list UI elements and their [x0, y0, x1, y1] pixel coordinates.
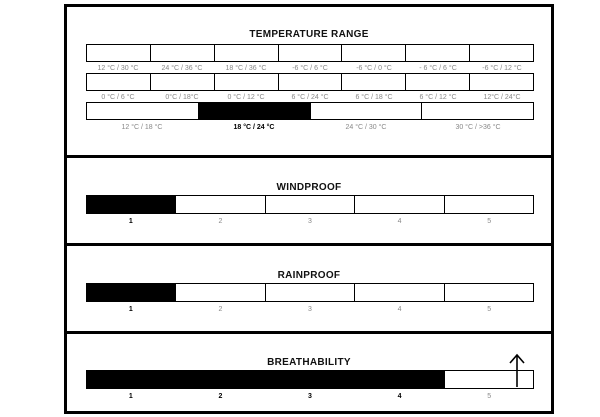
rating-level-label: 4	[397, 218, 402, 225]
rating-segment[interactable]	[87, 371, 176, 388]
temperature-option-label: 12 °C / 18 °C	[121, 124, 163, 131]
temperature-label: 0°C / 18°C	[165, 94, 199, 101]
rainproof-scale-labels	[86, 306, 534, 313]
temperature-label: 12°C / 24°C	[483, 94, 521, 101]
temperature-option-label: 18 °C / 24 °C	[233, 124, 275, 131]
rating-segment[interactable]	[176, 371, 265, 388]
temperature-label: 6 °C / 24 °C	[291, 94, 329, 101]
rating-segment[interactable]	[445, 371, 533, 388]
temperature-label: 6 °C / 18 °C	[355, 94, 393, 101]
temperature-row-3	[86, 102, 534, 120]
rating-level-label: 3	[308, 393, 312, 400]
rating-segment[interactable]	[355, 196, 444, 213]
temperature-cell	[406, 45, 470, 61]
temperature-cell	[279, 45, 343, 61]
rating-segment[interactable]	[176, 196, 265, 213]
temperature-range-title: TEMPERATURE RANGE	[249, 29, 369, 40]
temperature-label: -6 °C / 0 °C	[356, 65, 392, 72]
temperature-row-1-labels	[86, 65, 534, 72]
rating-segment[interactable]	[355, 371, 444, 388]
rating-level-label: 1	[128, 218, 133, 225]
rating-level-label: 5	[487, 218, 492, 225]
breathability-title: BREATHABILITY	[267, 357, 351, 368]
breathability-scale	[86, 370, 534, 389]
rating-level-label: 3	[308, 306, 312, 313]
temperature-cell	[87, 45, 151, 61]
rating-segment[interactable]	[87, 196, 176, 213]
temperature-row-2-labels	[86, 94, 534, 101]
temperature-label: 12 °C / 30 °C	[97, 65, 139, 72]
temperature-label: -6 °C / 6 °C	[292, 65, 328, 72]
temperature-label: 18 °C / 36 °C	[225, 65, 267, 72]
temperature-option[interactable]	[311, 103, 423, 119]
temperature-label: 24 °C / 36 °C	[161, 65, 203, 72]
rating-level-label: 5	[487, 306, 492, 313]
breathability-panel	[67, 331, 551, 414]
temperature-cell	[87, 74, 151, 90]
windproof-scale	[86, 195, 534, 214]
temperature-cell	[470, 45, 533, 61]
rating-segment[interactable]	[266, 371, 355, 388]
rating-level-label: 2	[218, 393, 223, 400]
temperature-row-3-labels	[86, 124, 534, 131]
temperature-cell	[406, 74, 470, 90]
rating-level-label: 2	[218, 218, 223, 225]
rating-level-label: 3	[308, 218, 312, 225]
rating-level-label: 2	[218, 306, 223, 313]
temperature-row-2	[86, 73, 534, 91]
rainproof-scale	[86, 283, 534, 302]
temperature-label: 0 °C / 12 °C	[227, 94, 265, 101]
breathability-scale-labels	[86, 393, 534, 400]
windproof-panel	[67, 155, 551, 243]
temperature-option[interactable]	[199, 103, 311, 119]
rating-segment[interactable]	[266, 284, 355, 301]
temperature-cell	[342, 45, 406, 61]
temperature-option[interactable]	[422, 103, 533, 119]
rating-level-label: 1	[128, 393, 133, 400]
temperature-row-1	[86, 44, 534, 62]
windproof-scale-labels	[86, 218, 534, 225]
temperature-cell	[151, 45, 215, 61]
temperature-cell	[470, 74, 533, 90]
rainproof-title: RAINPROOF	[277, 270, 341, 281]
temperature-cell	[279, 74, 343, 90]
rating-segment[interactable]	[355, 284, 444, 301]
rating-level-label: 4	[397, 306, 402, 313]
ratings-card	[64, 4, 554, 414]
temperature-cell	[215, 45, 279, 61]
rating-segment[interactable]	[176, 284, 265, 301]
temperature-cell	[215, 74, 279, 90]
temperature-option-label: 24 °C / 30 °C	[345, 124, 387, 131]
rating-segment[interactable]	[445, 284, 533, 301]
windproof-title: WINDPROOF	[276, 182, 342, 193]
rating-segment[interactable]	[87, 284, 176, 301]
rainproof-panel	[67, 243, 551, 331]
rating-segment[interactable]	[266, 196, 355, 213]
temperature-option[interactable]	[87, 103, 199, 119]
rating-segment[interactable]	[445, 196, 533, 213]
rating-level-label: 4	[397, 393, 402, 400]
temperature-range-panel	[67, 7, 551, 155]
rating-level-label: 1	[128, 306, 133, 313]
temperature-label: 6 °C / 12 °C	[419, 94, 457, 101]
temperature-cell	[151, 74, 215, 90]
temperature-option-label: 30 °C / >36 °C	[455, 124, 501, 131]
temperature-label: - 6 °C / 6 °C	[419, 65, 457, 72]
rating-level-label: 5	[487, 393, 492, 400]
temperature-cell	[342, 74, 406, 90]
temperature-label: -6 °C / 12 °C	[482, 65, 522, 72]
temperature-label: 0 °C / 6 °C	[101, 94, 135, 101]
